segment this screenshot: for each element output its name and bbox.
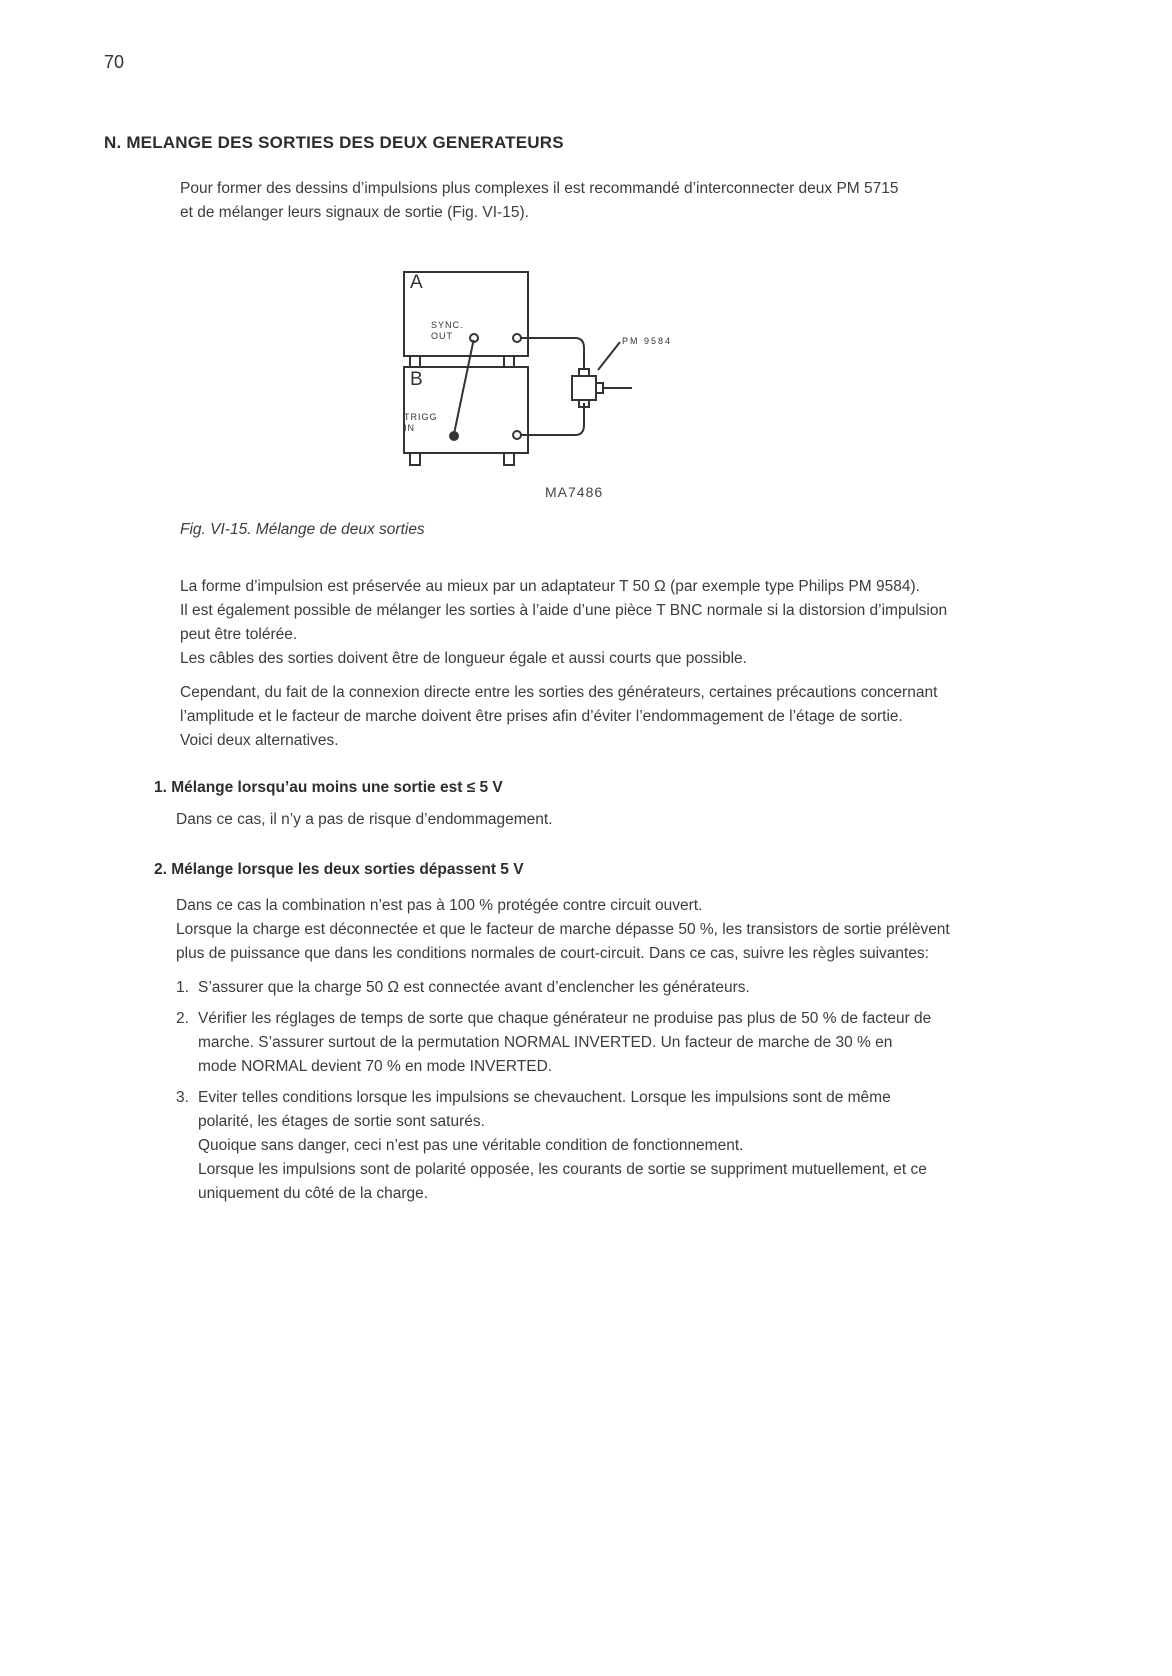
rule-number: 2. (176, 1010, 189, 1027)
text-line: polarité, les étages de sortie sont saturés. (198, 1113, 485, 1130)
text-line: Pour former des dessins d’impulsions plus complexes il est recommandé d’interconnecter deux PM 5715 (180, 180, 899, 197)
subsection-1-title: 1. Mélange lorsqu’au moins une sortie est ≤ 5 V (154, 779, 503, 796)
text-line: Il est également possible de mélanger les sorties à l’aide d’une pièce T BNC normale si la distorsion d’impulsion (180, 602, 948, 619)
text-line: et de mélanger leurs signaux de sortie (Fig. VI-15). (180, 204, 529, 221)
text-line: marche. S’assurer surtout de la permutation NORMAL INVERTED. Un facteur de marche de 30 % en (198, 1034, 893, 1051)
t-adapter (572, 376, 596, 400)
rules-list (176, 976, 1126, 1213)
text-line: plus de puissance que dans les conditions normales de court-circuit. Dans ce cas, suivre les règles suivantes: (176, 945, 929, 962)
generator-a-label: A (410, 272, 423, 293)
text-line: Lorsque les impulsions sont de polarité opposée, les courants de sortie se suppriment mutuellement, et ce (198, 1161, 927, 1178)
text-line: Lorsque la charge est déconnectée et que le facteur de marche dépasse 50 %, les transistors de sortie prélèvent (176, 921, 950, 938)
figure-code: MA7486 (545, 484, 604, 500)
rule-item (176, 1086, 1126, 1206)
text-line: peut être tolérée. (180, 626, 298, 643)
figure-caption: Fig. VI-15. Mélange de deux sorties (180, 521, 425, 538)
text-line: Vérifier les réglages de temps de sorte que chaque générateur ne produise pas plus de 50 % de facteur de (198, 1010, 932, 1027)
rule-number: 1. (176, 979, 189, 996)
text-line: S’assurer que la charge 50 Ω est connectée avant d’enclencher les générateurs. (198, 979, 750, 996)
subsection-2-title: 2. Mélange lorsque les deux sorties dépassent 5 V (154, 861, 524, 878)
text-line: uniquement du côté de la charge. (198, 1185, 429, 1202)
body-paragraph-1 (180, 575, 1120, 671)
text-line: Eviter telles conditions lorsque les impulsions se chevauchent. Lorsque les impulsions sont de même (198, 1089, 891, 1106)
text-line: Dans ce cas la combination n’est pas à 100 % protégée contre circuit ouvert. (176, 897, 703, 914)
text-line: Cependant, du fait de la connexion directe entre les sorties des générateurs, certaines précautions concernant (180, 684, 938, 701)
text-line: La forme d’impulsion est préservée au mieux par un adaptateur T 50 Ω (par exemple type Philips PM 9584). (180, 578, 920, 595)
intro-paragraph (180, 177, 1080, 225)
text-line: l’amplitude et le facteur de marche doivent être prises afin d’éviter l’endommagement de l’étage de sortie. (180, 708, 903, 725)
rule-item (176, 1007, 1126, 1079)
page-number: 70 (104, 52, 125, 72)
text-line: Quoique sans danger, ceci n’est pas une véritable condition de fonctionnement. (198, 1137, 744, 1154)
trigg-in-label: TRIGG IN (404, 412, 438, 433)
adapter-label: PM 9584 (622, 336, 673, 346)
subsection-1-text: Dans ce cas, il n’y a pas de risque d’endommagement. (176, 811, 553, 828)
text-line: Voici deux alternatives. (180, 732, 339, 749)
connection-diagram (400, 268, 660, 478)
sync-out-label: SYNC. OUT (431, 320, 464, 341)
rule-number: 3. (176, 1089, 189, 1106)
text-line: mode NORMAL devient 70 % en mode INVERTED. (198, 1058, 553, 1075)
body-paragraph-2 (180, 681, 1120, 753)
text-line: Les câbles des sorties doivent être de longueur égale et aussi courts que possible. (180, 650, 747, 667)
subsection-2-text (176, 894, 1126, 966)
rule-item (176, 976, 1126, 1000)
generator-b-label: B (410, 369, 423, 390)
section-title: N. MELANGE DES SORTIES DES DEUX GENERATEURS (104, 133, 564, 152)
